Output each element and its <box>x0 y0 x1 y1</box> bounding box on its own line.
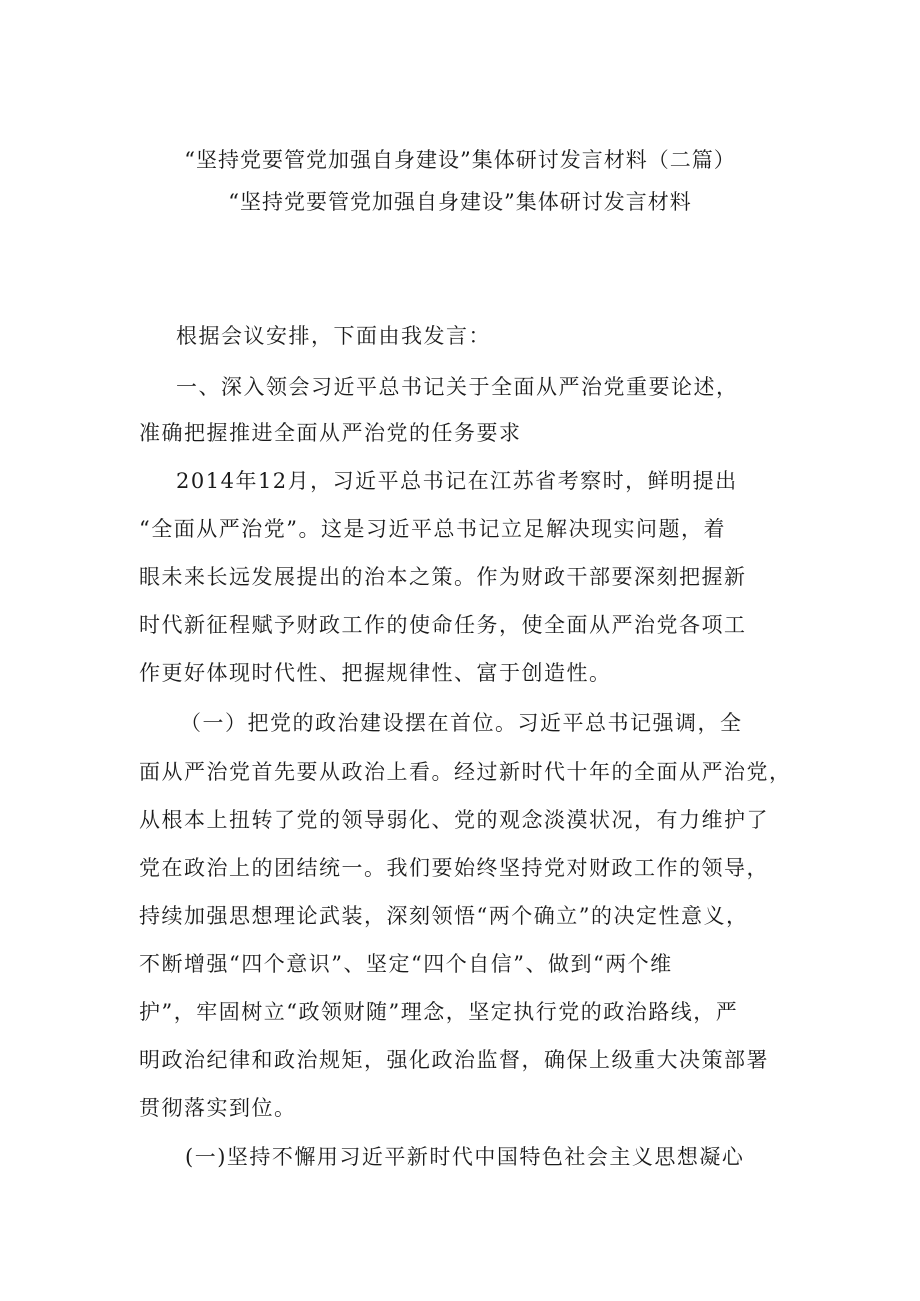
section-heading-line: 准确把握推进全面从严治党的任务要求 <box>139 421 522 445</box>
document-subtitle: “坚持党要管党加强自身建设”集体研讨发言材料 <box>228 190 692 214</box>
section-heading-line: 一、深入领会习近平总书记关于全面从严治党重要论述， <box>176 375 739 399</box>
paragraph-line: 眼未来长远发展提出的治本之策。作为财政干部要深刻把握新 <box>139 565 747 589</box>
paragraph-line: 护”，牢固树立“政领财随”理念，坚定执行党的政治路线，严 <box>139 1000 739 1024</box>
paragraph-line: （一）把党的政治建设摆在首位。习近平总书记强调，全 <box>180 711 743 735</box>
paragraph-line: 从根本上扭转了党的领导弱化、党的观念淡漠状况，有力维护了 <box>139 808 769 832</box>
paragraph-line: (一)坚持不懈用习近平新时代中国特色社会主义思想凝心 <box>185 1145 745 1169</box>
paragraph-line: 面从严治党首先要从政治上看。经过新时代十年的全面从严治党， <box>139 760 792 784</box>
paragraph-line: “全面从严治党”。这是习近平总书记立足解决现实问题，着 <box>139 517 726 541</box>
paragraph-line: 作更好体现时代性、把握规律性、富于创造性。 <box>139 661 612 685</box>
paragraph-line: 持续加强思想理论武装，深刻领悟“两个确立”的决定性意义， <box>139 904 749 928</box>
paragraph-line: 2014年12月，习近平总书记在江苏省考察时，鲜明提出 <box>176 469 738 493</box>
document-title: “坚持党要管党加强自身建设”集体研讨发言材料（二篇） <box>184 148 736 172</box>
paragraph-line: 不断增强“四个意识”、坚定“四个自信”、做到“两个维 <box>139 952 673 976</box>
paragraph-line: 党在政治上的团结统一。我们要始终坚持党对财政工作的领导， <box>139 856 769 880</box>
paragraph-line: 明政治纪律和政治规矩，强化政治监督，确保上级重大决策部署 <box>139 1048 769 1072</box>
paragraph-line: 时代新征程赋予财政工作的使命任务，使全面从严治党各项工 <box>139 613 747 637</box>
paragraph-line: 贯彻落实到位。 <box>139 1096 297 1120</box>
paragraph-line: 根据会议安排，下面由我发言： <box>176 324 491 348</box>
